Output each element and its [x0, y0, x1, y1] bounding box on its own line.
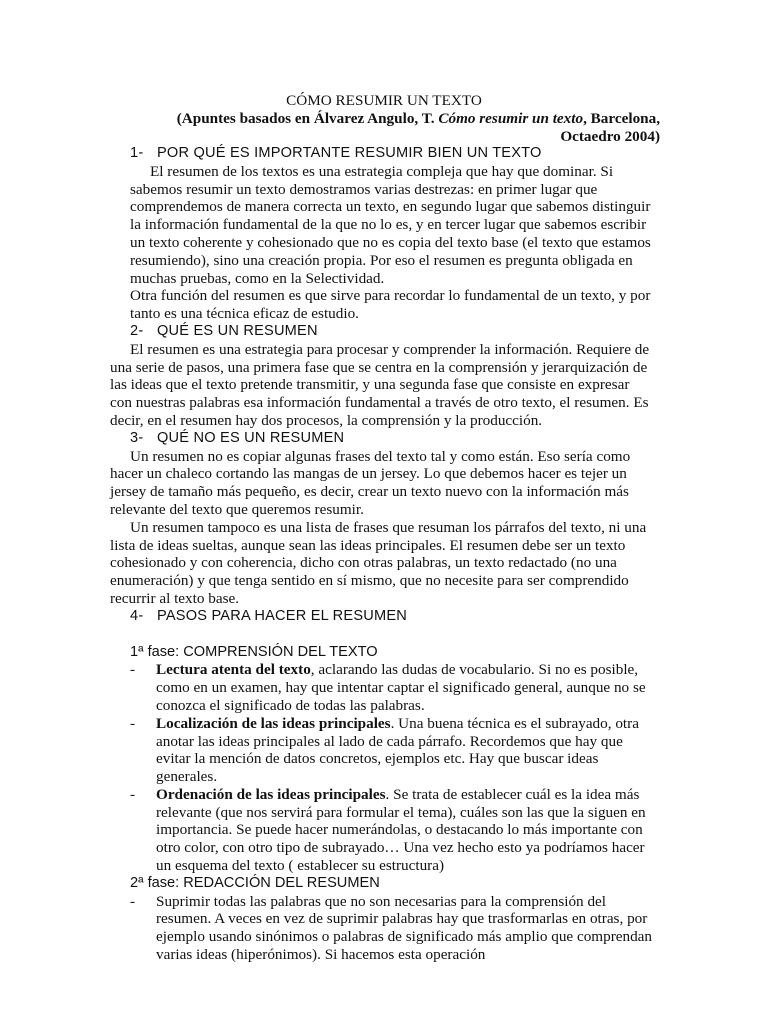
subtitle-book-title: Cómo resumir un texto: [438, 110, 584, 127]
list-item-text: Suprimir todas las palabras que no son necesarias para la comprensión del resumen. A veces en vez de suprimir palabras hay que trasformarlas en otras, por ejemplo usando sinónimos o palabras de significado más amplio que comprendan varias ideas (hiperónimos). Si hacemos esta operación: [156, 892, 653, 964]
list-dash: -: [130, 785, 136, 803]
list-item: [110, 661, 655, 714]
section-4-number: 4-: [130, 607, 144, 624]
list-item-bold: Lectura atenta del texto: [156, 661, 311, 679]
list-item-text: , aclarando las dudas de vocabulario. Si no es posible, como en un examen, hay que intentar captar el significado general, aunque no se conozca el significado de todas las palabras.: [156, 661, 646, 714]
phase-2-heading: 2ª fase: REDACCIÓN DEL RESUMEN: [130, 874, 380, 891]
subtitle-part1: (Apuntes basados en Álvarez Angulo, T.: [176, 110, 439, 127]
list-item-bold: Localización de las ideas principales: [156, 714, 391, 732]
section-3-heading: [130, 430, 655, 448]
section-1-paragraph-2: Otra función del resumen es que sirve para recordar lo fundamental de un texto, y por tanto es una técnica eficaz de estudio.: [130, 287, 651, 323]
list-item: [110, 893, 655, 964]
section-3-number: 3-: [130, 429, 144, 446]
list-dash: -: [130, 892, 136, 910]
subtitle-part3: Octaedro 2004): [560, 128, 660, 145]
list-dash: -: [130, 714, 136, 732]
section-3-paragraph-2: Un resumen tampoco es una lista de frases que resuman los párrafos del texto, ni una lista de ideas sueltas, aunque sean las ideas principales. El resumen debe ser un texto cohesionado y con coherencia, dicho con otras palabras, un texto redactado (no una enumeración) y que tenga sentido en sí mismo, que no necesite para ser comprendido recurrir al texto base.: [110, 518, 647, 607]
section-2-paragraph-1: El resumen es una estrategia para procesar y comprender la información. Requiere de una serie de pasos, una primera fase que se centra en la comprensión y jerarquización de las ideas que el texto pretende transmitir, y una segunda fase que consiste en expresar con nuestras palabras esa información fundamental a través de otro texto, el resumen. Es decir, en el resumen hay dos procesos, la comprensión y la producción.: [110, 340, 650, 429]
section-3-title: QUÉ NO ES UN RESUMEN: [157, 429, 345, 446]
list-item: [110, 786, 655, 875]
spacer: [110, 626, 655, 644]
list-item-bold: Ordenación de las ideas principales: [156, 785, 386, 803]
section-1-title: POR QUÉ ES IMPORTANTE RESUMIR BIEN UN TEXTO: [157, 145, 542, 161]
list-item-text: . Se trata de establecer cuál es la idea más relevante (que nos servirá para formular el tema), cuáles son las que la siguen en importancia. Se puede hacer numerándolas, o destacando lo más importante con otro color, con otro tipo de subrayado… Una vez hecho esto ya podríamos hacer un esquema del texto ( establecer su estructura): [156, 785, 646, 875]
list-dash: -: [130, 661, 136, 679]
list-item: [110, 715, 655, 786]
section-4-title: PASOS PARA HACER EL RESUMEN: [157, 607, 408, 624]
section-1-number: 1-: [130, 145, 144, 161]
section-4-heading: [130, 608, 655, 626]
section-1-heading: [130, 145, 655, 163]
phase-1-heading: 1ª fase: COMPRENSIÓN DEL TEXTO: [130, 643, 378, 660]
document-subtitle: [160, 110, 660, 146]
document-title: CÓMO RESUMIR UN TEXTO: [286, 92, 482, 109]
section-1-paragraph-1: El resumen de los textos es una estrategia compleja que hay que dominar. Si sabemos resumir un texto demostramos varias destrezas: en primer lugar que comprendemos de manera correcta un texto, en segundo lugar que sabemos distinguir la información fundamental de la que no lo es, y en tercer lugar que sabemos escribir un texto coherente y cohesionado que no es copia del texto base (el texto que estamos resumiendo), sino una creación propia. Por eso el resumen es pregunta obligada en muchas pruebas, como en la Selectividad.: [130, 162, 651, 287]
subtitle-part2: , Barcelona,: [583, 110, 660, 127]
section-3-paragraph-1: Un resumen no es copiar algunas frases del texto tal y como están. Eso sería como hacer un chaleco cortando las mangas de un jersey. Lo que debemos hacer es tejer un jersey de tamaño más pequeño, es decir, crear un texto nuevo con la información más relevante del texto que queremos resumir.: [110, 447, 631, 518]
section-2-heading: [130, 323, 655, 341]
document-body: [110, 145, 655, 964]
list-item-text: . Una buena técnica es el subrayado, otra anotar las ideas principales al lado de cada párrafo. Recordemos que hay que evitar la mención de datos concretos, ejemplos etc. Hay que buscar ideas generales.: [156, 714, 639, 786]
section-2-number: 2-: [130, 322, 144, 339]
section-2-title: QUÉ ES UN RESUMEN: [157, 322, 318, 339]
